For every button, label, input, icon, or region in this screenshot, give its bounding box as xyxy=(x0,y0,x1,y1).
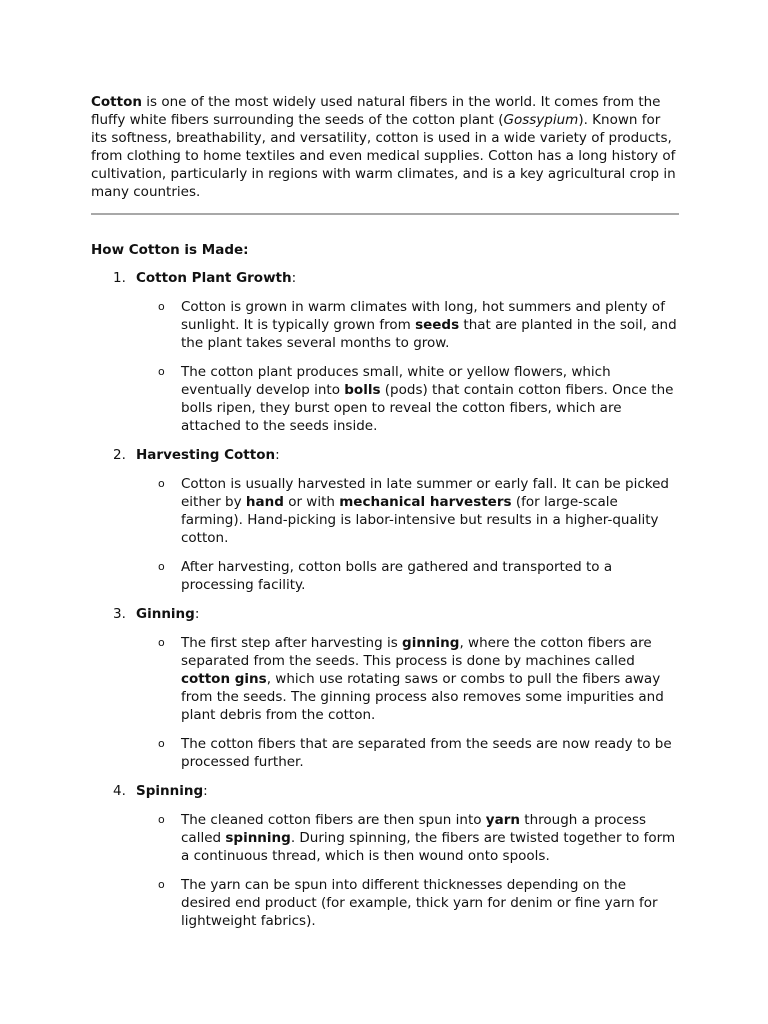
bullet-list xyxy=(91,811,679,930)
bullet-bold-term: spinning xyxy=(225,830,291,846)
bullet-list xyxy=(91,475,679,594)
bullet-text: , which use rotating saws or combs to pull the fibers away from the seeds. The ginning process also removes some impurities and plant debris from the cotton. xyxy=(181,671,664,723)
bullet-item xyxy=(91,298,679,352)
bullet-bold-term: seeds xyxy=(415,317,460,333)
intro-bold-lead: Cotton xyxy=(91,94,142,110)
bullet-text: or with xyxy=(283,494,340,510)
step-item xyxy=(91,782,679,930)
bullet-circle-icon: o xyxy=(158,365,165,378)
bullet-text: . During spinning, the fibers are twisted together to form a continuous thread, which is then wound onto spools. xyxy=(181,830,676,864)
step-title-suffix: : xyxy=(194,606,200,622)
bullet-circle-icon: o xyxy=(158,878,165,891)
bullet-text: through a process called xyxy=(181,812,647,846)
bullet-circle-icon: o xyxy=(158,813,165,826)
bullet-bold-term: cotton gins xyxy=(181,671,267,687)
bullet-item xyxy=(91,363,679,435)
bullet-item xyxy=(91,558,679,594)
section-heading: How Cotton is Made: xyxy=(91,242,249,258)
bullet-item xyxy=(91,634,679,724)
bullet-text: Cotton is usually harvested in late summer or early fall. It can be picked either by xyxy=(181,476,669,510)
bullet-circle-icon: o xyxy=(158,300,165,313)
intro-italic-term: Gossypium xyxy=(503,112,579,128)
step-title-text: Harvesting Cotton xyxy=(136,447,276,463)
step-title-suffix: : xyxy=(275,447,280,463)
bullet-item xyxy=(91,876,679,930)
step-title-suffix: : xyxy=(291,270,297,286)
bullet-text: The cotton plant produces small, white or yellow flowers, which eventually develop into xyxy=(181,364,611,398)
bullet-item xyxy=(91,735,679,771)
bullet-circle-icon: o xyxy=(158,477,165,490)
bullet-circle-icon: o xyxy=(158,636,165,649)
step-title xyxy=(136,269,679,287)
bullet-circle-icon: o xyxy=(158,560,165,573)
steps-list xyxy=(91,269,679,930)
step-title-suffix: : xyxy=(203,783,208,799)
bullet-bold-term: ginning xyxy=(402,635,460,651)
bullet-list xyxy=(91,634,679,771)
bullet-bold-term: bolls xyxy=(344,382,381,398)
bullet-text: (pods) that contain cotton fibers. Once the bolls ripen, they burst open to reveal the cotton fibers, which are attached to the seeds inside. xyxy=(181,382,674,434)
bullet-text: After harvesting, cotton bolls are gathered and transported to a processing facility. xyxy=(181,559,613,593)
step-number: 2. xyxy=(113,447,126,463)
step-item xyxy=(91,269,679,435)
bullet-text: The cleaned cotton fibers are then spun into xyxy=(181,812,486,828)
bullet-text: The first step after harvesting is xyxy=(181,635,403,651)
bullet-text: The yarn can be spun into different thicknesses depending on the desired end product (for example, thick yarn for denim or fine yarn for lightweight fabrics). xyxy=(181,877,658,929)
step-title-text: Ginning xyxy=(136,606,195,622)
step-title-text: Spinning xyxy=(136,783,204,799)
intro-text-2: ). Known for its softness, breathability, and versatility, cotton is used in a wide variety of products, from clothing to home textiles and even medical supplies. Cotton has a long history of cultivation, particularly in regions with warm climates, and is a key agricultural crop in many countries. xyxy=(91,112,676,200)
bullet-text: The cotton fibers that are separated from the seeds are now ready to be processed further. xyxy=(181,736,672,770)
bullet-item xyxy=(91,811,679,865)
step-title xyxy=(136,605,679,623)
bullet-text: that are planted in the soil, and the plant takes several months to grow. xyxy=(181,317,677,351)
step-number: 3. xyxy=(113,606,126,622)
bullet-text: Cotton is grown in warm climates with long, hot summers and plenty of sunlight. It is typically grown from xyxy=(181,299,665,333)
bullet-item xyxy=(91,475,679,547)
bullet-text: (for large-scale farming). Hand-picking is labor-intensive but results in a higher-quality cotton. xyxy=(181,494,659,546)
step-title xyxy=(136,446,679,464)
bullet-text: , where the cotton fibers are separated from the seeds. This process is done by machines called xyxy=(181,635,652,669)
bullet-bold-term: hand xyxy=(245,494,284,510)
bullet-bold-term: yarn xyxy=(485,812,520,828)
horizontal-divider xyxy=(91,213,679,215)
bullet-circle-icon: o xyxy=(158,737,165,750)
step-title-text: Cotton Plant Growth xyxy=(136,270,292,286)
step-item xyxy=(91,605,679,771)
intro-text-1: is one of the most widely used natural fibers in the world. It comes from the fluffy white fibers surrounding the seeds of the cotton plant ( xyxy=(91,94,661,128)
intro-paragraph xyxy=(91,93,677,201)
step-title xyxy=(136,782,679,800)
step-number: 4. xyxy=(113,783,126,799)
bullet-bold-term: mechanical harvesters xyxy=(339,494,512,510)
step-item xyxy=(91,446,679,594)
bullet-list xyxy=(91,298,679,435)
step-number: 1. xyxy=(113,270,126,286)
